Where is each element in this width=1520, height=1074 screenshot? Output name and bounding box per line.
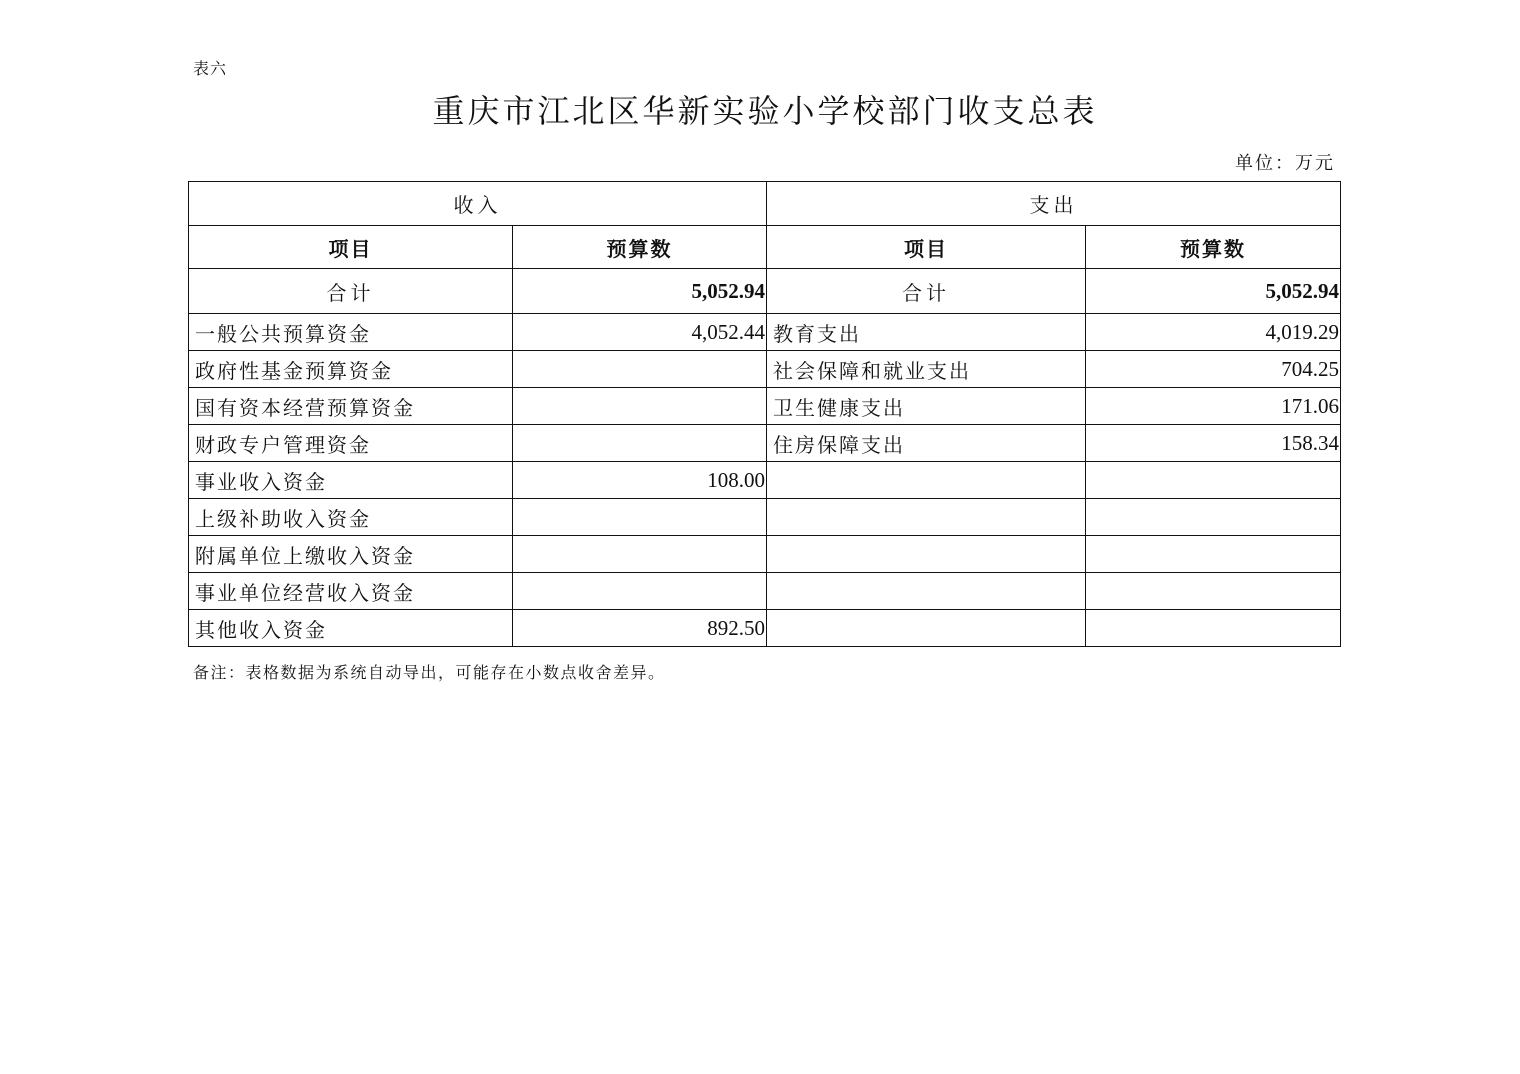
expense-item-cell (767, 536, 1086, 573)
page-title: 重庆市江北区华新实验小学校部门收支总表 (432, 92, 1098, 130)
table-row (189, 462, 1341, 499)
income-value-cell (513, 351, 767, 388)
income-item-cell: 财政专户管理资金 (189, 425, 513, 462)
income-item-cell: 一般公共预算资金 (189, 314, 513, 351)
income-item-header: 项目 (189, 226, 513, 269)
expense-item-cell: 社会保障和就业支出 (767, 351, 1086, 388)
income-value-cell (513, 388, 767, 425)
income-item-cell: 国有资本经营预算资金 (189, 388, 513, 425)
expense-item-cell: 卫生健康支出 (767, 388, 1086, 425)
income-item-cell: 上级补助收入资金 (189, 499, 513, 536)
footnote: 备注：表格数据为系统自动导出，可能存在小数点收舍差异。 (193, 663, 666, 682)
income-value-cell: 108.00 (513, 462, 767, 499)
table-row (189, 314, 1341, 351)
income-item-cell: 事业单位经营收入资金 (189, 573, 513, 610)
table-row (189, 499, 1341, 536)
income-item-cell: 其他收入资金 (189, 610, 513, 647)
expense-item-cell (767, 573, 1086, 610)
expense-value-cell (1086, 610, 1341, 647)
expense-value-cell (1086, 573, 1341, 610)
table-row (189, 425, 1341, 462)
expense-item-cell (767, 462, 1086, 499)
income-value-cell (513, 536, 767, 573)
expense-total-value: 5,052.94 (1086, 269, 1341, 314)
section-header-row (189, 182, 1341, 226)
expense-value-cell (1086, 536, 1341, 573)
income-budget-header: 预算数 (513, 226, 767, 269)
table-row (189, 536, 1341, 573)
expense-value-cell (1086, 499, 1341, 536)
expense-item-cell: 教育支出 (767, 314, 1086, 351)
table-row (189, 610, 1341, 647)
expense-value-cell: 4,019.29 (1086, 314, 1341, 351)
income-value-cell (513, 573, 767, 610)
expense-value-cell: 171.06 (1086, 388, 1341, 425)
budget-summary-table (188, 181, 1341, 647)
expense-value-cell: 704.25 (1086, 351, 1341, 388)
income-item-cell: 事业收入资金 (189, 462, 513, 499)
table-row (189, 573, 1341, 610)
total-row (189, 269, 1341, 314)
income-value-cell: 892.50 (513, 610, 767, 647)
table-row (189, 388, 1341, 425)
income-value-cell (513, 425, 767, 462)
income-item-cell: 附属单位上缴收入资金 (189, 536, 513, 573)
expense-value-cell (1086, 462, 1341, 499)
column-header-row (189, 226, 1341, 269)
expense-item-cell: 住房保障支出 (767, 425, 1086, 462)
unit-label: 单位：万元 (1235, 153, 1335, 174)
item-rows (189, 314, 1341, 647)
expense-budget-header: 预算数 (1086, 226, 1341, 269)
income-total-label: 合计 (189, 269, 513, 314)
expense-item-header: 项目 (767, 226, 1086, 269)
table-row (189, 351, 1341, 388)
income-item-cell: 政府性基金预算资金 (189, 351, 513, 388)
income-value-cell: 4,052.44 (513, 314, 767, 351)
expense-value-cell: 158.34 (1086, 425, 1341, 462)
income-section-header: 收入 (189, 182, 767, 226)
expense-total-label: 合计 (767, 269, 1086, 314)
expense-item-cell (767, 499, 1086, 536)
expense-section-header: 支出 (767, 182, 1341, 226)
income-value-cell (513, 499, 767, 536)
table-number-label: 表六 (193, 59, 228, 78)
income-total-value: 5,052.94 (513, 269, 767, 314)
expense-item-cell (767, 610, 1086, 647)
